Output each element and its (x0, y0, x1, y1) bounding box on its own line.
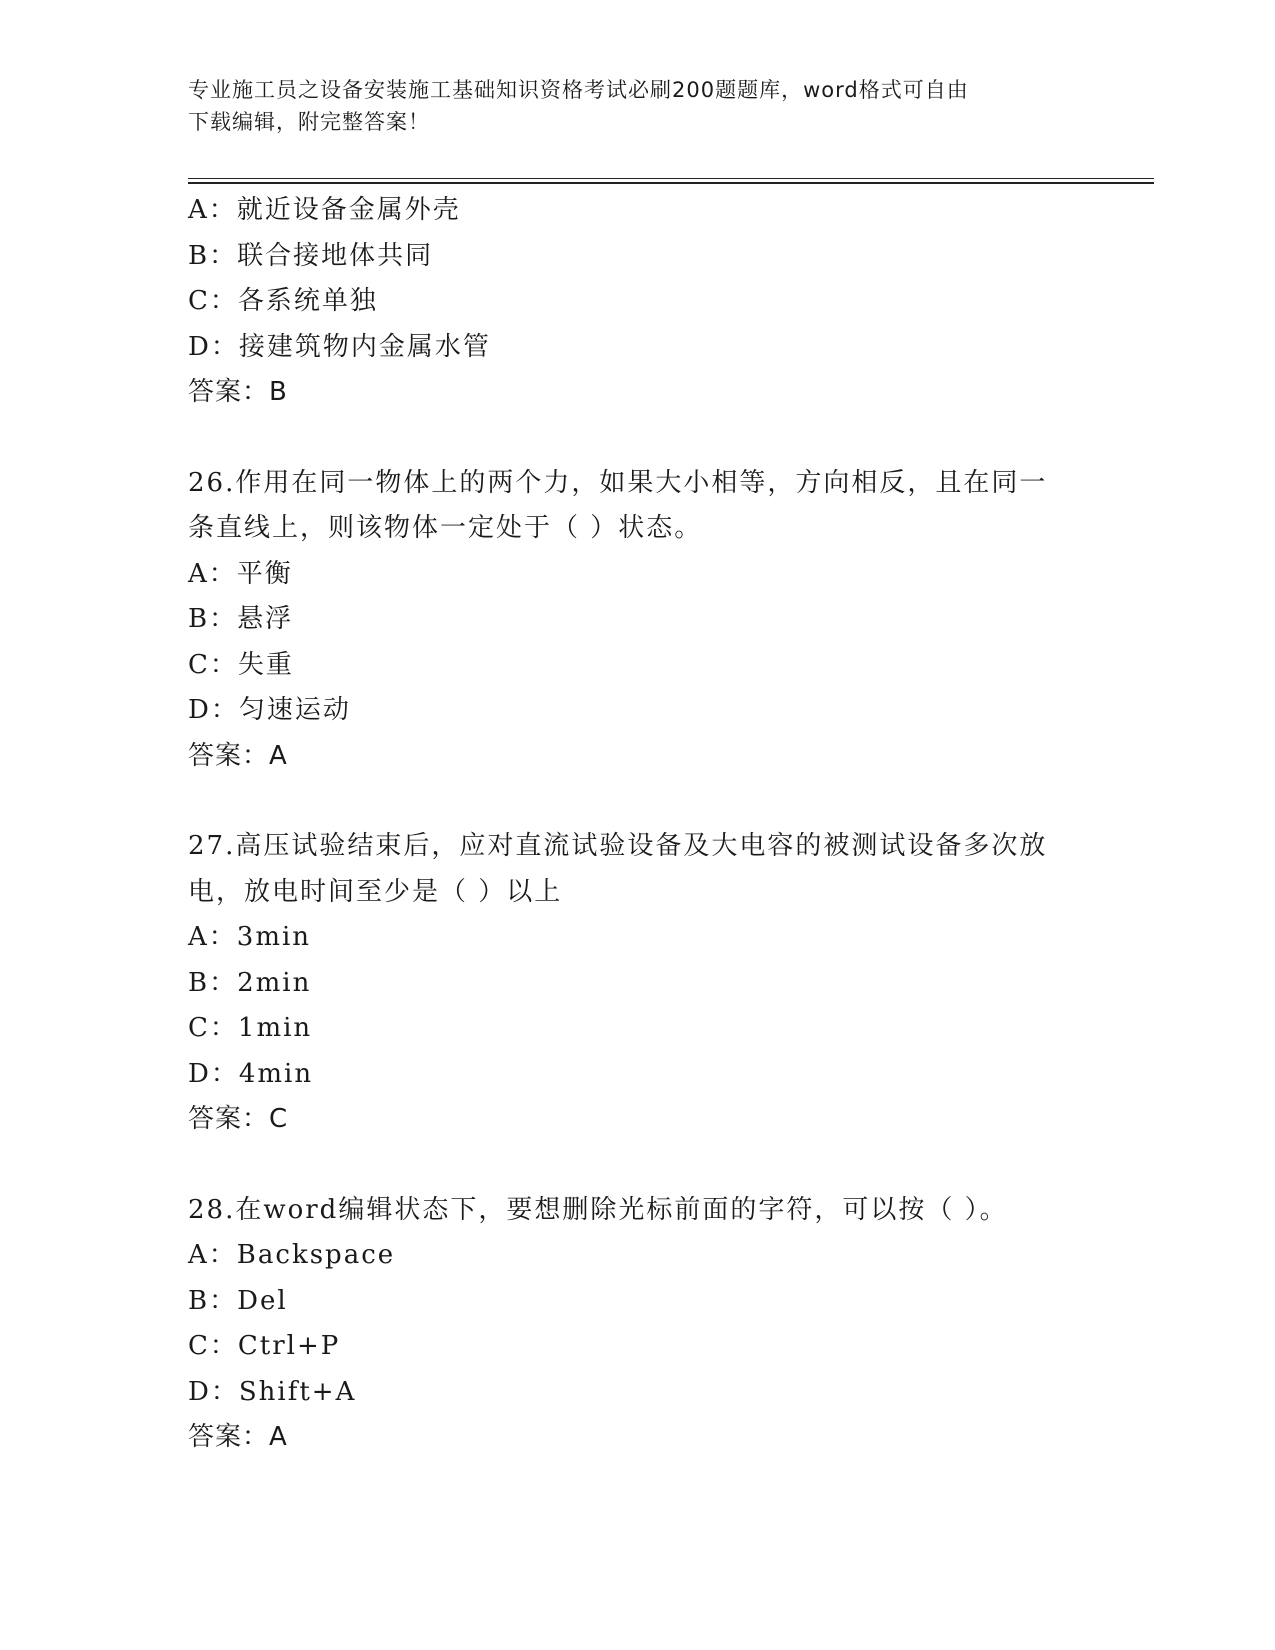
document-header (188, 74, 1088, 138)
option-letter: C： (188, 1013, 238, 1043)
option-text: 联合接地体共同 (237, 240, 434, 271)
option-b (188, 961, 1088, 1007)
spacer (188, 779, 1088, 824)
option-text: Ctrl+P (237, 1331, 341, 1361)
answer-line: 答案：A (188, 1422, 288, 1452)
question-stem-line: 条直线上，则该物体一定处于（ ）状态。 (188, 513, 703, 543)
option-b (188, 597, 1088, 643)
question-stem-line: 26.作用在同一物体上的两个力，如果大小相等，方向相反，且在同一 (188, 467, 1048, 498)
option-b (188, 1279, 1088, 1325)
header-line-2: 下载编辑，附完整答案！ (188, 110, 430, 134)
option-text: Backspace (236, 1240, 396, 1270)
option-letter: D： (188, 1058, 239, 1089)
option-c (188, 643, 1088, 689)
spacer (188, 1143, 1088, 1188)
header-line-1: 专业施工员之设备安装施工基础知识资格考试必刷200题题库，word格式可自由 (188, 78, 969, 102)
option-text: 匀速运动 (238, 695, 351, 725)
spacer (188, 416, 1088, 461)
option-letter: C： (188, 1331, 238, 1361)
option-d (188, 1052, 1088, 1098)
option-letter: A： (188, 1240, 237, 1270)
header-divider-thin (188, 178, 1154, 179)
question-content (188, 188, 1088, 1461)
option-letter: C： (188, 286, 238, 316)
option-d (188, 688, 1088, 734)
option-text: 4min (238, 1058, 314, 1089)
option-c (188, 279, 1088, 325)
header-divider-thick (188, 182, 1154, 184)
option-c (188, 1006, 1088, 1052)
question-27 (188, 824, 1088, 1143)
option-a (188, 188, 1088, 234)
option-letter: B： (188, 967, 238, 998)
question-stem-line: 28.在word编辑状态下，要想删除光标前面的字符，可以按（ ）。 (188, 1194, 1008, 1225)
option-text: 3min (236, 922, 312, 952)
answer-line: 答案：B (188, 377, 288, 407)
option-text: 就近设备金属外壳 (236, 195, 461, 225)
option-b (188, 234, 1088, 280)
option-letter: D： (188, 1376, 239, 1407)
option-letter: A： (188, 922, 237, 952)
option-a (188, 915, 1088, 961)
option-text: 接建筑物内金属水管 (238, 331, 491, 362)
answer-line: 答案：A (188, 740, 288, 771)
option-text: 失重 (237, 649, 294, 680)
question-stem-line: 电，放电时间至少是（ ）以上 (188, 876, 563, 907)
option-text: 1min (237, 1013, 313, 1043)
option-letter: B： (188, 1285, 238, 1316)
option-text: 2min (237, 967, 312, 998)
option-d (188, 1370, 1088, 1416)
option-letter: D： (188, 695, 239, 725)
option-c (188, 1324, 1088, 1370)
question-28 (188, 1188, 1088, 1461)
question-26 (188, 461, 1088, 780)
option-d (188, 325, 1088, 371)
option-text: 各系统单独 (237, 286, 378, 316)
option-text: 平衡 (236, 558, 293, 589)
option-text: 悬浮 (237, 604, 294, 634)
question-stem-line: 27.高压试验结束后，应对直流试验设备及大电容的被测试设备多次放 (188, 831, 1048, 861)
option-letter: B： (188, 240, 238, 271)
option-letter: C： (188, 649, 238, 680)
answer-line: 答案：C (188, 1104, 289, 1134)
option-letter: D： (188, 331, 239, 362)
prev-question-block (188, 188, 1088, 416)
option-a (188, 552, 1088, 598)
option-a (188, 1233, 1088, 1279)
option-letter: B： (188, 604, 238, 634)
option-letter: A： (188, 558, 237, 589)
option-text: Shift+A (238, 1376, 357, 1407)
option-text: Del (237, 1285, 288, 1316)
option-letter: A： (188, 195, 237, 225)
